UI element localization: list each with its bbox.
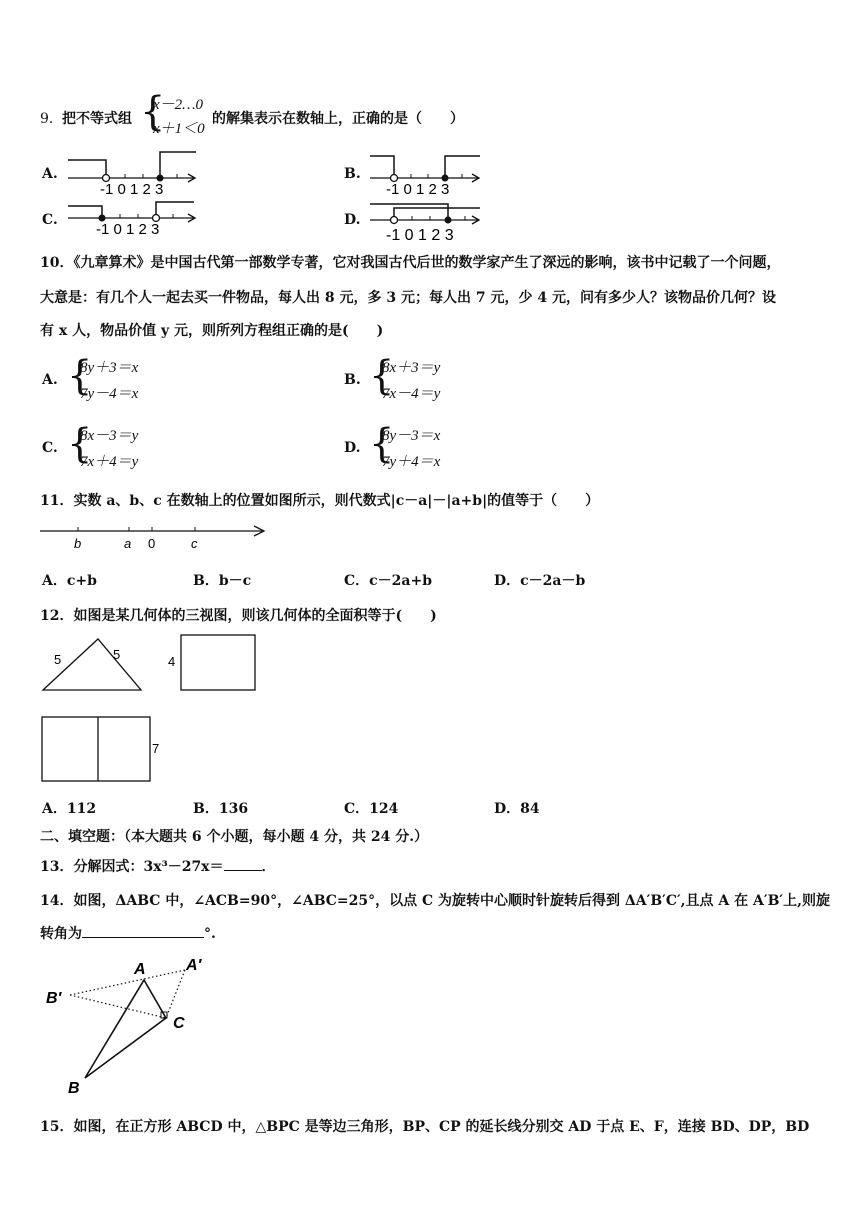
q10-a-eq2: 7y－4＝x [80, 386, 139, 402]
q10-c-eq2: 7x＋4＝y [80, 454, 139, 470]
q12-option-c-label: C． [344, 801, 370, 817]
q9-ineq-2: x＋1＜0 [153, 121, 205, 137]
q10-c-brace: { [67, 421, 93, 467]
q11-label-a: a [124, 536, 132, 551]
q10-option-d-label: D. [344, 440, 361, 456]
q10-line-1: 10．《九章算术》是中国古代第一部数学专著，它对我国古代后世的数学家产生了深远的影响，该书中记载了一个问题， [40, 255, 781, 271]
q12-option-b-value: 136 [218, 801, 249, 817]
q14-answer-blank[interactable] [82, 937, 204, 938]
q11-label-b: b [74, 536, 82, 551]
q10-d-eq2: 7y＋4＝x [382, 454, 441, 470]
q11-option-c [344, 570, 432, 590]
q13 [40, 856, 276, 876]
q14-suffix: °. [204, 926, 216, 942]
q9-option-d-label: D. [344, 212, 361, 228]
q11-label-0: 0 [148, 536, 156, 551]
q10-d-brace: { [369, 421, 395, 467]
q12-option-d [494, 798, 540, 818]
q11-text: 11．实数 a、b、c 在数轴上的位置如图所示，则代数式|c－a|－|a+b|的值等于（ ） [40, 493, 600, 509]
q10-d-eq1: 8y－3＝x [382, 428, 441, 444]
q9-number-line-a [66, 150, 201, 195]
q9-number-line-d [368, 196, 486, 244]
q11-option-c-label: C． [344, 573, 370, 589]
q12-option-a-label: A． [42, 801, 67, 817]
q14-label-a-prime: A′ [186, 957, 202, 974]
q12-rect-side: 4 [168, 654, 176, 669]
q9-brace: { [140, 89, 166, 135]
q13-suffix: ． [261, 859, 276, 875]
q9-option-c-label: C. [42, 212, 58, 228]
q12-option-b-label: B． [193, 801, 219, 817]
q10-b-brace: { [369, 353, 395, 399]
q9-number-line-b [368, 150, 486, 195]
q10-b-eq2: 7x－4＝y [382, 386, 441, 402]
q14-label-b: B [68, 1080, 80, 1097]
q12-front-view [40, 712, 166, 784]
q13-prefix: 13．分解因式：3x³－27x＝ [40, 859, 224, 875]
q11-number-line [38, 520, 270, 554]
q10-option-b-label: B. [344, 372, 361, 388]
q11-option-a-value: c+b [66, 573, 97, 589]
q11-option-a [42, 570, 97, 590]
q12-option-a [42, 798, 96, 818]
section-2-heading: 二、填空题：（本大题共 6 个小题，每小题 4 分，共 24 分.） [40, 829, 429, 845]
q10-a-eq1: 8y＋3＝x [80, 360, 139, 376]
q11-option-b-label: B． [193, 573, 219, 589]
q9-ineq-1: x－2…0 [153, 97, 203, 113]
q9-suffix: 的解集表示在数轴上，正确的是（ ） [212, 111, 464, 127]
q11-option-d [494, 570, 585, 590]
q9-option-b-label: B. [344, 166, 361, 182]
q14-label-c: C [173, 1015, 185, 1032]
q10-option-c-label: C. [42, 440, 58, 456]
q9-number: 9． [40, 111, 63, 127]
q12-option-d-label: D． [494, 801, 521, 817]
q12-option-c [344, 798, 398, 818]
q12-option-c-value: 124 [369, 801, 399, 817]
q10-a-brace: { [67, 353, 93, 399]
q11-option-c-value: c－2a+b [369, 573, 433, 589]
q14-label-b-prime: B′ [46, 990, 62, 1007]
q12-front-side: 7 [152, 741, 160, 756]
q15-line-1: 15．如图，在正方形 ABCD 中，△BPC 是等边三角形，BP、CP 的延长线分别交 AD 于点 E、F，连接 BD、DP，BD [40, 1119, 810, 1135]
q11-option-d-label: D． [494, 573, 521, 589]
q11-option-a-label: A． [42, 573, 67, 589]
q12-option-d-value: 84 [520, 801, 540, 817]
q9-prefix: 把不等式组 [62, 111, 132, 127]
q11-option-b [193, 570, 251, 590]
q12-option-a-value: 112 [66, 801, 97, 817]
q14-prefix: 转角为 [40, 926, 82, 942]
q10-c-eq1: 8x－3＝y [80, 428, 139, 444]
q12-tri-left: 5 [54, 652, 62, 667]
q12-tri-right: 5 [113, 647, 121, 662]
q13-answer-blank[interactable] [224, 870, 262, 871]
q9-number-line-c [66, 198, 201, 240]
q12-text: 12．如图是某几何体的三视图，则该几何体的全面积等于( ) [40, 608, 437, 624]
q9-a-ticks: -1 0 1 2 3 [100, 181, 164, 195]
q14-line-2 [40, 923, 216, 943]
q14-label-a: A [134, 961, 146, 978]
q10-b-eq1: 8x＋3＝y [382, 360, 441, 376]
q12-top-view-triangle [40, 632, 160, 694]
q12-side-view-rect [165, 632, 261, 694]
q14-figure [40, 950, 225, 1100]
q9-c-ticks: -1 0 1 2 3 [96, 221, 160, 238]
q10-option-a-label: A. [42, 372, 58, 388]
q14-line-1: 14．如图，ΔABC 中，∠ACB=90°，∠ABC=25°，以点 C 为旋转中心顺时针旋转后得到 ΔA′B′C′,且点 A 在 A′B′上,则旋 [40, 893, 830, 909]
q11-label-c: c [191, 536, 198, 551]
q10-line-3: 有 x 人，物品价值 y 元，则所列方程组正确的是( ) [40, 323, 384, 339]
q11-option-b-value: b－c [218, 573, 252, 589]
q9-b-ticks: -1 0 1 2 3 [386, 181, 450, 195]
q9-d-ticks: -1 0 1 2 3 [386, 227, 454, 244]
q9-option-a-label: A. [42, 166, 58, 182]
q11-option-d-value: c－2a－b [520, 573, 586, 589]
q10-line-2: 大意是：有几个人一起去买一件物品，每人出 8 元，多 3 元；每人出 7 元，少 4 元，问有多少人？该物品价几何？设 [40, 290, 776, 306]
q12-option-b [193, 798, 248, 818]
